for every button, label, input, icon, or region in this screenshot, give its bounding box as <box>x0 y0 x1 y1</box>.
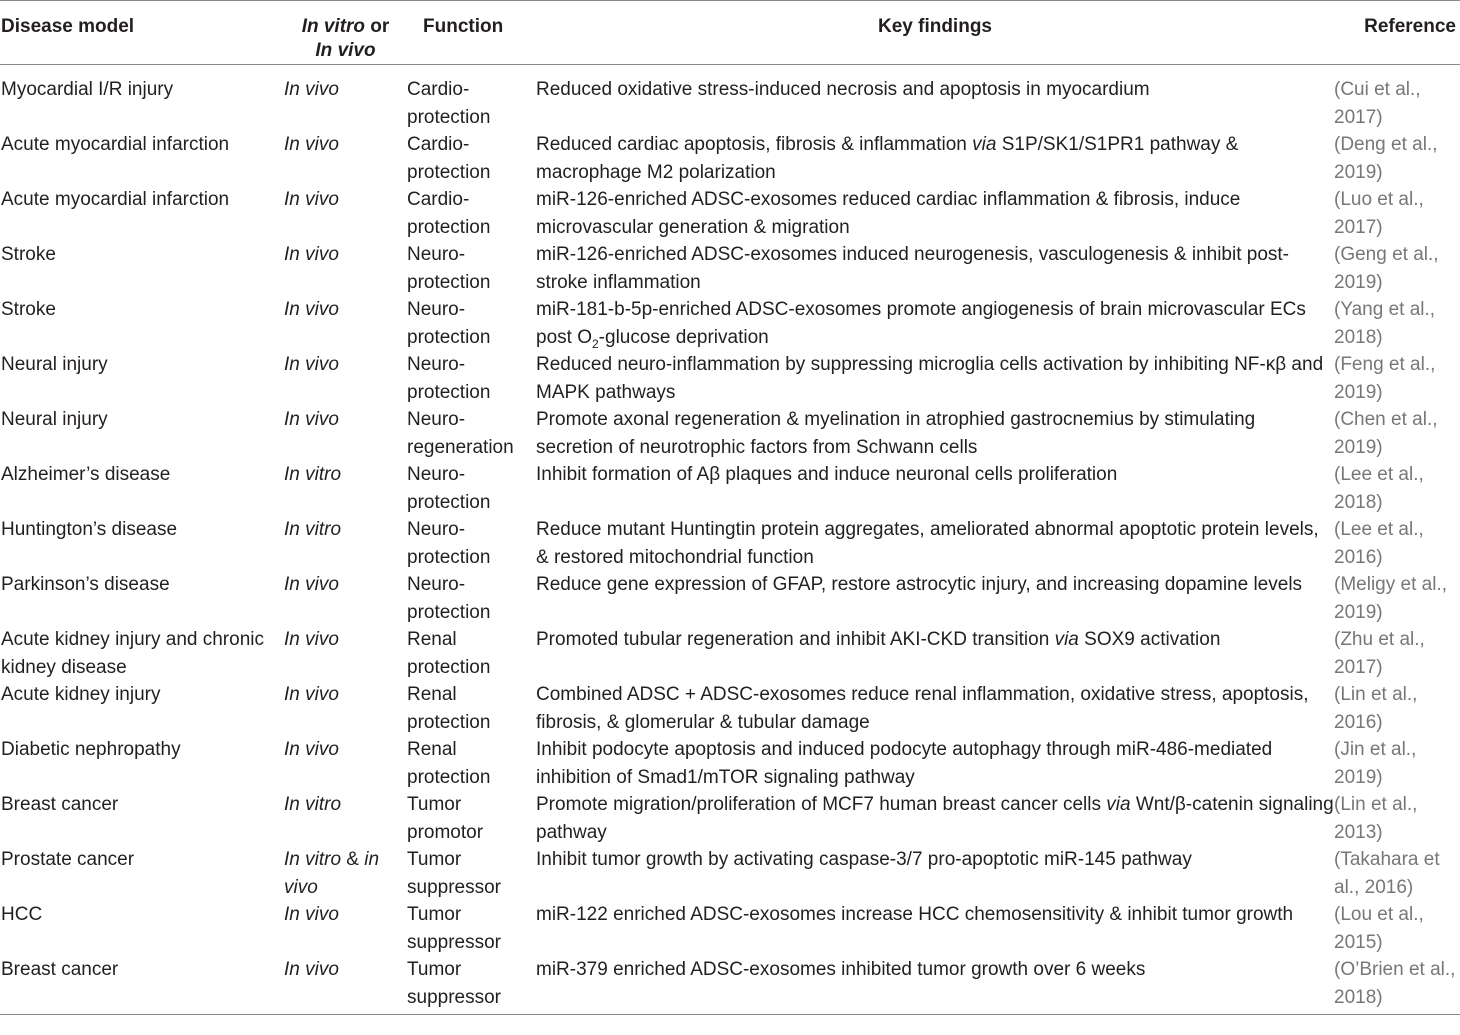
disease-cell: Neural injury <box>1 354 108 375</box>
header-reference: Reference <box>1334 1 1460 65</box>
table-row <box>0 736 1460 791</box>
model-cell: In vivo <box>284 739 339 760</box>
function-cell: Renal protection <box>407 684 491 733</box>
disease-cell: Parkinson’s disease <box>1 574 170 595</box>
findings-cell: Reduce gene expression of GFAP, restore astrocytic injury, and increasing dopamine levels <box>536 574 1303 595</box>
findings-cell: Inhibit tumor growth by activating caspase-3/7 pro-apoptotic miR-145 pathway <box>536 849 1192 870</box>
reference-cell: (Lin et al., 2013) <box>1334 794 1418 843</box>
model-cell: In vivo <box>284 956 407 1014</box>
model-cell: In vivo <box>284 134 339 155</box>
model-cell: In vivo <box>284 299 339 320</box>
table-row <box>0 186 1460 241</box>
findings-cell: miR-181-b-5p-enriched ADSC-exosomes promote angiogenesis of brain microvascular ECs post $O_2$-glucose deprivation <box>536 299 1306 351</box>
findings-cell: miR-122 enriched ADSC-exosomes increase HCC chemosensitivity & inhibit tumor growth <box>536 904 1294 925</box>
table-row <box>0 296 1460 351</box>
reference-cell: (Deng et al., 2019) <box>1334 134 1438 183</box>
reference-cell: (Jin et al., 2019) <box>1334 739 1417 788</box>
table-row <box>0 131 1460 186</box>
findings-cell: miR-379 enriched ADSC-exosomes inhibited tumor growth over 6 weeks <box>536 956 1334 1014</box>
findings-cell: Combined ADSC + ADSC-exosomes reduce renal inflammation, oxidative stress, apoptosis, fibrosis, & glomerular & tubular damage <box>536 684 1309 733</box>
function-cell: Tumor promotor <box>407 794 484 843</box>
function-cell: Neuro-protection <box>407 299 491 348</box>
findings-cell: Reduced cardiac apoptosis, fibrosis & inflammation via S1P/SK1/S1PR1 pathway & macrophage M2 polarization <box>536 134 1239 183</box>
table-row <box>0 681 1460 736</box>
reference-cell: (O’Brien et al., 2018) <box>1334 956 1460 1014</box>
reference-cell: (Geng et al., 2019) <box>1334 244 1439 293</box>
model-cell: In vivo <box>284 629 339 650</box>
model-cell: In vivo <box>284 189 339 210</box>
model-cell: In vitro <box>284 794 342 815</box>
function-cell: Neuro-protection <box>407 574 491 623</box>
table-row <box>0 956 1460 1014</box>
disease-cell: Acute myocardial infarction <box>1 189 230 210</box>
reference-cell: (Lee et al., 2018) <box>1334 464 1424 513</box>
disease-cell: Huntington’s disease <box>1 519 178 540</box>
function-cell: Renal protection <box>407 629 491 678</box>
reference-cell: (Lou et al., 2015) <box>1334 904 1424 953</box>
disease-cell: Prostate cancer <box>1 849 135 870</box>
findings-cell: Reduced neuro-inflammation by suppressing microglia cells activation by inhibiting NF-κβ and MAPK pathways <box>536 354 1324 403</box>
findings-cell: Inhibit podocyte apoptosis and induced podocyte autophagy through miR-486-mediated inhibition of Smad1/mTOR signaling pathway <box>536 739 1273 788</box>
function-cell: Neuro-protection <box>407 354 491 403</box>
table-row <box>0 516 1460 571</box>
model-cell: In vitro & in vivo <box>284 849 380 898</box>
table-row <box>0 791 1460 846</box>
reference-cell: (Zhu et al., 2017) <box>1334 629 1425 678</box>
reference-cell: (Lin et al., 2016) <box>1334 684 1418 733</box>
model-cell: In vivo <box>284 244 339 265</box>
model-cell: In vitro <box>284 464 342 485</box>
model-cell: In vitro <box>284 519 342 540</box>
model-cell: In vivo <box>284 409 339 430</box>
function-cell: Renal protection <box>407 739 491 788</box>
findings-cell: Inhibit formation of Aβ plaques and induce neuronal cells proliferation <box>536 464 1118 485</box>
reference-cell: (Cui et al., 2017) <box>1334 79 1421 128</box>
findings-cell: Promoted tubular regeneration and inhibit AKI-CKD transition via SOX9 activation <box>536 629 1221 650</box>
table-row <box>0 846 1460 901</box>
table-row <box>0 571 1460 626</box>
disease-cell: Breast cancer <box>0 956 284 1014</box>
function-cell: Tumor suppressor <box>407 849 501 898</box>
disease-cell: Alzheimer’s disease <box>1 464 171 485</box>
model-cell: In vivo <box>284 904 339 925</box>
function-cell: Neuro-regeneration <box>407 409 514 458</box>
table-row <box>0 461 1460 516</box>
findings-cell: miR-126-enriched ADSC-exosomes induced neurogenesis, vasculogenesis & inhibit post-stroke inflammation <box>536 244 1290 293</box>
disease-cell: Neural injury <box>1 409 108 430</box>
disease-cell: Diabetic nephropathy <box>1 739 181 760</box>
reference-cell: (Takahara et al., 2016) <box>1334 849 1440 898</box>
table-row <box>0 406 1460 461</box>
function-cell: Cardio-protection <box>407 79 491 128</box>
table-row <box>0 241 1460 296</box>
disease-cell: Acute kidney injury and chronic kidney disease <box>1 629 264 678</box>
function-cell: Neuro-protection <box>407 519 491 568</box>
findings-cell: Promote migration/proliferation of MCF7 human breast cancer cells via Wnt/β-catenin signaling pathway <box>536 794 1334 843</box>
reference-cell: (Yang et al., 2018) <box>1334 299 1436 348</box>
findings-cell: Promote axonal regeneration & myelination in atrophied gastrocnemius by stimulating secretion of neurotrophic factors from Schwann cells <box>536 409 1256 458</box>
reference-cell: (Luo et al., 2017) <box>1334 189 1424 238</box>
function-cell: Neuro-protection <box>407 464 491 513</box>
disease-cell: Acute myocardial infarction <box>1 134 230 155</box>
model-cell: In vivo <box>284 574 339 595</box>
function-cell: Neuro-protection <box>407 244 491 293</box>
function-cell: Cardio-protection <box>407 134 491 183</box>
disease-cell: Stroke <box>1 299 56 320</box>
model-cell: In vivo <box>284 354 339 375</box>
header-function: Function <box>407 1 536 65</box>
reference-cell: (Chen et al., 2019) <box>1334 409 1438 458</box>
disease-cell: Stroke <box>1 244 56 265</box>
header-in-vitro-in-vivo: In vitro or In vivo <box>284 1 407 65</box>
findings-cell: Reduce mutant Huntingtin protein aggregates, ameliorated abnormal apoptotic protein levels, & restored mitochondrial function <box>536 519 1319 568</box>
reference-cell: (Feng et al., 2019) <box>1334 354 1436 403</box>
findings-cell: miR-126-enriched ADSC-exosomes reduced cardiac inflammation & fibrosis, induce microvascular generation & migration <box>536 189 1241 238</box>
header-row <box>0 1 1460 65</box>
disease-cell: HCC <box>1 904 43 925</box>
disease-cell: Myocardial I/R injury <box>1 79 174 100</box>
disease-cell: Acute kidney injury <box>1 684 161 705</box>
reference-cell: (Meligy et al., 2019) <box>1334 574 1447 623</box>
function-cell: Cardio-protection <box>407 189 491 238</box>
table-row <box>0 901 1460 956</box>
function-cell: Tumor suppressor <box>407 904 501 953</box>
table-row <box>0 626 1460 681</box>
model-cell: In vivo <box>284 684 339 705</box>
disease-cell: Breast cancer <box>1 794 119 815</box>
table-row <box>0 351 1460 406</box>
table-row <box>0 65 1460 132</box>
reference-cell: (Lee et al., 2016) <box>1334 519 1424 568</box>
model-cell: In vivo <box>284 79 339 100</box>
findings-cell: Reduced oxidative stress-induced necrosis and apoptosis in myocardium <box>536 79 1150 100</box>
header-disease-model: Disease model <box>0 1 284 65</box>
header-key-findings: Key findings <box>536 1 1334 65</box>
function-cell: Tumor suppressor <box>407 956 536 1014</box>
